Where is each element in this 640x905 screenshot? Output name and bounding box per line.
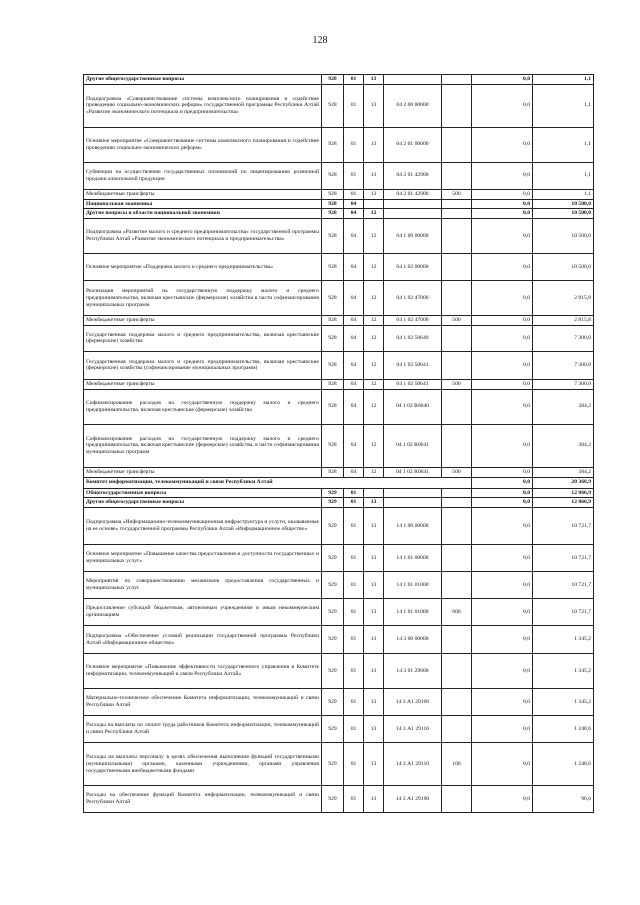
budget-table-container — [83, 74, 593, 813]
table-row — [84, 162, 594, 189]
cell-name: Подпрограмма «Обеспечение условий реализации государственной программы Республики Алтай «Информационное общество» — [84, 626, 322, 654]
cell-section-code: 01 — [344, 498, 364, 508]
cell-expense-type — [442, 351, 472, 379]
cell-admin-code: 928 — [322, 219, 344, 254]
table-row — [84, 189, 594, 199]
table-row — [84, 786, 594, 813]
table-row — [84, 84, 594, 127]
cell-section-code: 04 — [344, 254, 364, 281]
cell-amount-2: 1 248,6 — [533, 743, 594, 786]
cell-target-article: 04 1 02 50641 — [384, 351, 442, 379]
cell-name: Межбюджетные трансферты — [84, 189, 322, 199]
cell-amount-2: 7 300,0 — [533, 325, 594, 351]
cell-section-code: 01 — [344, 689, 364, 716]
cell-admin-code: 929 — [322, 743, 344, 786]
cell-admin-code: 928 — [322, 379, 344, 389]
cell-expense-type — [442, 219, 472, 254]
cell-name: Реализация мероприятий на государственную поддержку малого и среднего предпринимательства, включая крестьянские (фермерские) хозяйства в части софинансирования муниципальных программ — [84, 281, 322, 316]
cell-name: Основное мероприятие «Повышение качества предоставления и доступности государственных и муниципальных услуг» — [84, 545, 322, 572]
cell-amount-1: 0,0 — [472, 162, 533, 189]
cell-subsection-code: 13 — [364, 654, 384, 689]
table-row — [84, 209, 594, 219]
cell-amount-1: 0,0 — [472, 498, 533, 508]
cell-amount-2: 10 721,7 — [533, 545, 594, 572]
cell-expense-type: 500 — [442, 379, 472, 389]
cell-expense-type: 500 — [442, 316, 472, 326]
cell-amount-1: 0,0 — [472, 716, 533, 743]
cell-expense-type: 100 — [442, 743, 472, 786]
cell-amount-1: 0,0 — [472, 477, 533, 488]
cell-section-code: 01 — [344, 84, 364, 127]
cell-amount-1: 0,0 — [472, 189, 533, 199]
cell-admin-code: 928 — [322, 424, 344, 467]
table-row — [84, 508, 594, 545]
cell-section-code: 01 — [344, 572, 364, 599]
cell-subsection-code: 13 — [364, 689, 384, 716]
cell-amount-1: 0,0 — [472, 743, 533, 786]
cell-amount-2: 12 066,9 — [533, 498, 594, 508]
cell-amount-2: 384,2 — [533, 467, 594, 477]
cell-expense-type — [442, 199, 472, 209]
cell-admin-code: 929 — [322, 508, 344, 545]
cell-target-article: 04 1 02 R0641 — [384, 424, 442, 467]
cell-subsection-code: 13 — [364, 545, 384, 572]
cell-target-article: 04 1 02 R0641 — [384, 467, 442, 477]
table-row — [84, 498, 594, 508]
cell-target-article: 04 1 02 50640 — [384, 325, 442, 351]
cell-amount-1: 0,0 — [472, 209, 533, 219]
cell-expense-type — [442, 162, 472, 189]
cell-amount-2: 10 721,7 — [533, 572, 594, 599]
table-row — [84, 127, 594, 162]
cell-expense-type — [442, 127, 472, 162]
cell-amount-1: 0,0 — [472, 467, 533, 477]
cell-amount-2: 1,1 — [533, 127, 594, 162]
cell-amount-2: 1 248,6 — [533, 716, 594, 743]
cell-amount-2: 384,2 — [533, 389, 594, 424]
budget-table — [83, 74, 594, 813]
cell-subsection-code: 13 — [364, 498, 384, 508]
cell-amount-2: 1 345,2 — [533, 626, 594, 654]
cell-section-code: 01 — [344, 599, 364, 626]
cell-name: Общегосударственные вопросы — [84, 488, 322, 498]
table-row — [84, 351, 594, 379]
cell-target-article: 14 3 А1 29100 — [384, 689, 442, 716]
cell-section-code: 01 — [344, 545, 364, 572]
cell-section-code: 04 — [344, 281, 364, 316]
cell-target-article: 04 1 00 00000 — [384, 219, 442, 254]
cell-target-article — [384, 209, 442, 219]
cell-subsection-code: 13 — [364, 75, 384, 85]
cell-admin-code: 928 — [322, 162, 344, 189]
cell-name: Межбюджетные трансферты — [84, 316, 322, 326]
cell-section-code: 04 — [344, 424, 364, 467]
cell-amount-1: 0,0 — [472, 545, 533, 572]
cell-admin-code: 929 — [322, 488, 344, 498]
table-row — [84, 572, 594, 599]
cell-target-article: 04 2 01 42900 — [384, 189, 442, 199]
table-row — [84, 281, 594, 316]
cell-expense-type — [442, 281, 472, 316]
cell-expense-type — [442, 488, 472, 498]
cell-amount-2: 1 345,2 — [533, 689, 594, 716]
cell-subsection-code: 13 — [364, 162, 384, 189]
cell-section-code: 04 — [344, 389, 364, 424]
cell-section-code: 01 — [344, 716, 364, 743]
table-row — [84, 75, 594, 85]
cell-amount-2: 1,1 — [533, 162, 594, 189]
cell-admin-code: 928 — [322, 325, 344, 351]
cell-admin-code: 929 — [322, 654, 344, 689]
table-row — [84, 325, 594, 351]
cell-section-code: 01 — [344, 654, 364, 689]
table-row — [84, 199, 594, 209]
cell-amount-2: 7 300,0 — [533, 351, 594, 379]
cell-subsection-code: 12 — [364, 219, 384, 254]
cell-section-code: 04 — [344, 316, 364, 326]
cell-expense-type: 600 — [442, 599, 472, 626]
cell-admin-code: 928 — [322, 84, 344, 127]
cell-expense-type — [442, 716, 472, 743]
cell-subsection-code: 13 — [364, 127, 384, 162]
cell-section-code: 01 — [344, 626, 364, 654]
cell-admin-code: 928 — [322, 351, 344, 379]
cell-name: Комитет информатизации, телекоммуникаций и связи Республики Алтай — [84, 477, 472, 488]
cell-amount-2: 10 721,7 — [533, 508, 594, 545]
cell-section-code: 04 — [344, 219, 364, 254]
cell-section-code: 01 — [344, 189, 364, 199]
table-row — [84, 316, 594, 326]
cell-admin-code: 928 — [322, 281, 344, 316]
cell-target-article: 04 1 02 00000 — [384, 254, 442, 281]
cell-subsection-code — [364, 199, 384, 209]
cell-expense-type — [442, 572, 472, 599]
cell-name: Другие общегосударственные вопросы — [84, 498, 322, 508]
cell-target-article: 14 1 00 00000 — [384, 508, 442, 545]
cell-admin-code: 928 — [322, 127, 344, 162]
cell-amount-1: 0,0 — [472, 689, 533, 716]
cell-amount-1: 0,0 — [472, 219, 533, 254]
table-row — [84, 626, 594, 654]
cell-target-article: 04 1 02 50641 — [384, 379, 442, 389]
cell-admin-code: 929 — [322, 716, 344, 743]
cell-target-article: 04 2 00 00000 — [384, 84, 442, 127]
page-number: 128 — [312, 35, 328, 46]
cell-amount-1: 0,0 — [472, 281, 533, 316]
cell-section-code: 01 — [344, 786, 364, 813]
cell-subsection-code: 12 — [364, 467, 384, 477]
table-row — [84, 545, 594, 572]
cell-target-article: 14 3 А1 29190 — [384, 786, 442, 813]
cell-amount-1: 0,0 — [472, 626, 533, 654]
cell-amount-1: 0,0 — [472, 488, 533, 498]
table-row — [84, 254, 594, 281]
cell-amount-1: 0,0 — [472, 786, 533, 813]
cell-subsection-code: 12 — [364, 351, 384, 379]
cell-expense-type — [442, 209, 472, 219]
cell-subsection-code: 13 — [364, 716, 384, 743]
cell-amount-1: 0,0 — [472, 84, 533, 127]
cell-section-code: 01 — [344, 127, 364, 162]
cell-amount-2: 1,1 — [533, 75, 594, 85]
cell-amount-2: 96,6 — [533, 786, 594, 813]
cell-expense-type — [442, 545, 472, 572]
cell-admin-code: 928 — [322, 199, 344, 209]
cell-amount-1: 0,0 — [472, 199, 533, 209]
cell-expense-type — [442, 498, 472, 508]
cell-subsection-code: 13 — [364, 626, 384, 654]
cell-subsection-code: 13 — [364, 84, 384, 127]
cell-target-article: 04 1 02 R0640 — [384, 389, 442, 424]
cell-section-code: 04 — [344, 351, 364, 379]
cell-amount-2: 384,2 — [533, 424, 594, 467]
cell-expense-type: 500 — [442, 189, 472, 199]
cell-admin-code: 929 — [322, 572, 344, 599]
cell-target-article: 14 1 01 01000 — [384, 599, 442, 626]
cell-amount-2: 2 815,8 — [533, 281, 594, 316]
cell-admin-code: 928 — [322, 389, 344, 424]
cell-name: Софинансирование расходов на государственную поддержку малого и среднего предпринимательства, включая крестьянские (фермерские) хозяйства — [84, 389, 322, 424]
cell-name: Основное мероприятие «Совершенствование системы комплексного планирования и содействие проведению социально-экономических реформ» — [84, 127, 322, 162]
table-row — [84, 467, 594, 477]
cell-target-article — [384, 488, 442, 498]
cell-name: Другие общегосударственные вопросы — [84, 75, 322, 85]
table-row — [84, 219, 594, 254]
cell-name: Межбюджетные трансферты — [84, 379, 322, 389]
cell-target-article: 14 1 01 01000 — [384, 572, 442, 599]
table-row — [84, 477, 594, 488]
cell-section-code: 04 — [344, 467, 364, 477]
table-row — [84, 689, 594, 716]
cell-amount-2: 10 500,0 — [533, 209, 594, 219]
cell-target-article: 14 3 А1 29110 — [384, 716, 442, 743]
cell-amount-2: 1,1 — [533, 189, 594, 199]
cell-subsection-code: 12 — [364, 424, 384, 467]
cell-name: Расходы на выплаты персоналу в целях обеспечения выполнения функций государственными (муниципальными) органами, казенными учреждениями, органами управления государственными внебюджетными фондами — [84, 743, 322, 786]
cell-name: Государственная поддержка малого и среднего предпринимательства, включая крестьянские (фермерские) хозяйства — [84, 325, 322, 351]
cell-amount-1: 0,0 — [472, 389, 533, 424]
cell-name: Материально-техническое обеспечение Комитета информатизации, телекоммуникаций и связи Республики Алтай — [84, 689, 322, 716]
cell-expense-type — [442, 508, 472, 545]
cell-amount-2: 7 300,0 — [533, 379, 594, 389]
table-row — [84, 743, 594, 786]
cell-amount-1: 0,0 — [472, 325, 533, 351]
cell-name: Подпрограмма «Совершенствование системы комплексного планирования и содействие проведению социально-экономических реформ» государственной программы Республики Алтай «Развитие экономического потенциала и предпринимательства» — [84, 84, 322, 127]
cell-subsection-code — [364, 488, 384, 498]
cell-admin-code: 929 — [322, 786, 344, 813]
cell-name: Основное мероприятие «Поддержка малого и среднего предпринимательства» — [84, 254, 322, 281]
cell-amount-2: 10 500,0 — [533, 254, 594, 281]
cell-expense-type — [442, 654, 472, 689]
cell-amount-1: 0,0 — [472, 599, 533, 626]
cell-expense-type — [442, 389, 472, 424]
cell-admin-code: 928 — [322, 75, 344, 85]
cell-amount-1: 0,0 — [472, 254, 533, 281]
cell-name: Субвенции на осуществление государственных полномочий по лицензированию розничной продажи алкогольной продукции — [84, 162, 322, 189]
cell-name: Расходы на обеспечение функций Комитета информатизации, телекоммуникаций и связи Республики Алтай — [84, 786, 322, 813]
cell-expense-type: 500 — [442, 467, 472, 477]
cell-amount-2: 10 500,0 — [533, 199, 594, 209]
cell-section-code: 01 — [344, 743, 364, 786]
cell-name: Подпрограмма «Информационно-телекоммуникационная инфраструктура и услуги, оказываемые на ее основе» государственной программы Республики Алтай «Информационное общество» — [84, 508, 322, 545]
cell-subsection-code: 12 — [364, 379, 384, 389]
cell-name: Государственная поддержка малого и среднего предпринимательства, включая крестьянские (фермерские) хозяйства (софинансирование муниципальных программ) — [84, 351, 322, 379]
table-row — [84, 379, 594, 389]
cell-target-article: 14 3 01 29000 — [384, 654, 442, 689]
cell-name: Предоставление субсидий бюджетным, автономным учреждениям и иным некоммерческим организациям — [84, 599, 322, 626]
cell-subsection-code: 12 — [364, 316, 384, 326]
table-row — [84, 488, 594, 498]
cell-section-code: 04 — [344, 199, 364, 209]
cell-name: Расходы на выплаты по оплате труда работников Комитета информатизации, телекоммуникаций и связи Республики Алтай — [84, 716, 322, 743]
cell-name: Другие вопросы в области национальной экономики — [84, 209, 322, 219]
cell-amount-2: 2 815,8 — [533, 316, 594, 326]
cell-admin-code: 928 — [322, 467, 344, 477]
cell-subsection-code: 12 — [364, 209, 384, 219]
cell-target-article: 14 1 01 00000 — [384, 545, 442, 572]
cell-subsection-code: 12 — [364, 254, 384, 281]
cell-admin-code: 928 — [322, 189, 344, 199]
cell-subsection-code: 12 — [364, 325, 384, 351]
cell-admin-code: 929 — [322, 599, 344, 626]
cell-expense-type — [442, 75, 472, 85]
cell-amount-1: 0,0 — [472, 75, 533, 85]
cell-amount-1: 0,0 — [472, 508, 533, 545]
cell-expense-type — [442, 84, 472, 127]
cell-subsection-code: 13 — [364, 786, 384, 813]
cell-section-code: 04 — [344, 379, 364, 389]
cell-amount-1: 0,0 — [472, 127, 533, 162]
cell-amount-1: 0,0 — [472, 316, 533, 326]
cell-section-code: 01 — [344, 75, 364, 85]
cell-amount-2: 12 066,9 — [533, 488, 594, 498]
cell-admin-code: 929 — [322, 545, 344, 572]
cell-amount-1: 0,0 — [472, 654, 533, 689]
cell-expense-type — [442, 689, 472, 716]
cell-target-article: 14 3 А1 29110 — [384, 743, 442, 786]
cell-section-code: 04 — [344, 325, 364, 351]
cell-expense-type — [442, 786, 472, 813]
cell-name: Межбюджетные трансферты — [84, 467, 322, 477]
cell-target-article — [384, 75, 442, 85]
cell-target-article: 14 3 00 00000 — [384, 626, 442, 654]
cell-name: Мероприятия по совершенствованию механизмов предоставления государственных и муниципальных услуг — [84, 572, 322, 599]
cell-admin-code: 928 — [322, 316, 344, 326]
cell-subsection-code: 13 — [364, 572, 384, 599]
cell-expense-type — [442, 626, 472, 654]
cell-amount-1: 0,0 — [472, 379, 533, 389]
table-row — [84, 424, 594, 467]
cell-subsection-code: 13 — [364, 189, 384, 199]
cell-amount-2: 10 721,7 — [533, 599, 594, 626]
cell-section-code: 01 — [344, 508, 364, 545]
cell-section-code: 04 — [344, 209, 364, 219]
cell-admin-code: 929 — [322, 498, 344, 508]
cell-target-article: 04 2 01 00000 — [384, 127, 442, 162]
cell-expense-type — [442, 325, 472, 351]
cell-subsection-code: 13 — [364, 743, 384, 786]
cell-name: Подпрограмма «Развитие малого и среднего предпринимательства» государственной программы Республики Алтай «Развитие экономического потенциала и предпринимательства» — [84, 219, 322, 254]
cell-expense-type — [442, 424, 472, 467]
cell-amount-1: 0,0 — [472, 424, 533, 467]
cell-target-article: 04 1 02 47000 — [384, 316, 442, 326]
cell-amount-2: 1 345,2 — [533, 654, 594, 689]
cell-section-code: 01 — [344, 488, 364, 498]
cell-section-code: 01 — [344, 162, 364, 189]
cell-amount-2: 10 500,0 — [533, 219, 594, 254]
cell-admin-code: 929 — [322, 626, 344, 654]
cell-expense-type — [442, 254, 472, 281]
cell-name: Национальная экономика — [84, 199, 322, 209]
cell-name: Софинансирование расходов на государственную поддержку малого и среднего предпринимательства, включая крестьянские (фермерские) хозяйства, в части софинансирования муниципальных программ — [84, 424, 322, 467]
cell-target-article: 04 1 02 47000 — [384, 281, 442, 316]
cell-admin-code: 928 — [322, 254, 344, 281]
cell-subsection-code: 13 — [364, 599, 384, 626]
cell-subsection-code: 12 — [364, 389, 384, 424]
cell-target-article: 04 2 01 42900 — [384, 162, 442, 189]
cell-name: Основное мероприятие «Повышение эффективности государственного управления в Комитете информатизации, телекоммуникаций и связи Республики Алтай» — [84, 654, 322, 689]
table-row — [84, 716, 594, 743]
cell-amount-1: 0,0 — [472, 351, 533, 379]
cell-subsection-code: 13 — [364, 508, 384, 545]
cell-admin-code: 928 — [322, 209, 344, 219]
cell-subsection-code: 12 — [364, 281, 384, 316]
cell-amount-1: 0,0 — [472, 572, 533, 599]
table-row — [84, 599, 594, 626]
cell-target-article — [384, 498, 442, 508]
cell-amount-2: 20 368,9 — [533, 477, 594, 488]
cell-amount-2: 1,1 — [533, 84, 594, 127]
table-row — [84, 654, 594, 689]
cell-admin-code: 929 — [322, 689, 344, 716]
table-row — [84, 389, 594, 424]
cell-target-article — [384, 199, 442, 209]
budget-table-body — [84, 75, 594, 813]
